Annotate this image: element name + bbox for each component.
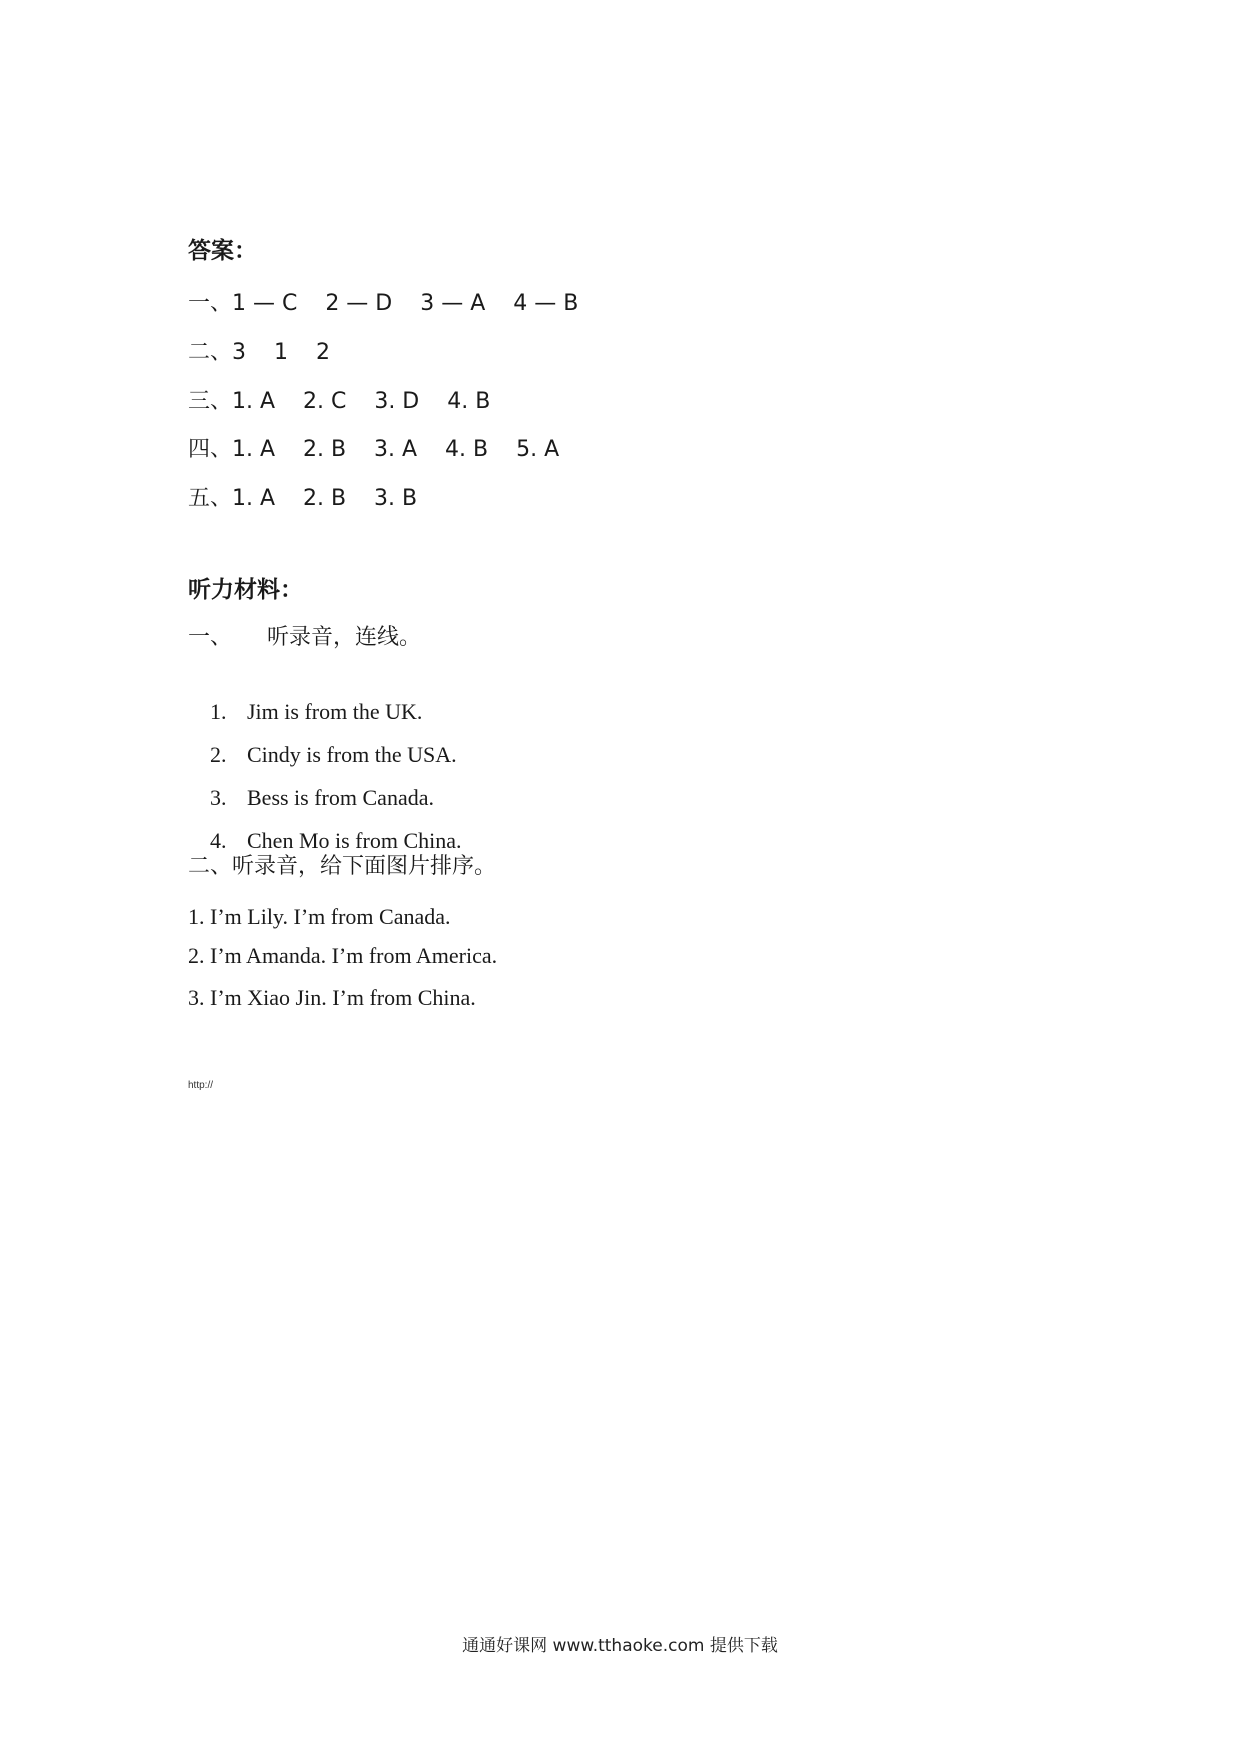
listening-heading: 听力材料： (188, 577, 303, 603)
answer-line-4: 四、1. A 2. B 3. A 4. B 5. A (188, 437, 560, 462)
small-url-text: http:// (188, 1080, 214, 1091)
list-item-index: 4. (210, 828, 227, 853)
list-item-index: 3. (210, 785, 227, 810)
list-item-text: Chen Mo is from China. (247, 828, 462, 853)
list-item-index: 1. (210, 699, 227, 724)
answer-line-2: 二、3 1 2 (188, 340, 330, 365)
list-item-index: 2. (210, 742, 227, 767)
list-item: 3. I’m Xiao Jin. I’m from China. (188, 985, 476, 1010)
answer-line-3: 三、1. A 2. C 3. D 4. B (188, 389, 491, 414)
section2-title: 二、听录音，给下面图片排序。 (188, 854, 497, 879)
list-item: 2. I’m Amanda. I’m from America. (188, 943, 498, 968)
list-item-text: Jim is from the UK. (247, 699, 423, 724)
footer-text: 通通好课网 www.tthaoke.com 提供下载 (462, 1636, 778, 1656)
list-item-text: Cindy is from the USA. (247, 742, 457, 767)
section1-title: 一、 听录音，连线。 (188, 625, 421, 650)
answers-heading: 答案： (188, 238, 257, 264)
answer-line-1: 一、1 — C 2 — D 3 — A 4 — B (188, 291, 579, 316)
answer-line-5: 五、1. A 2. B 3. B (188, 486, 418, 511)
list-item-text: Bess is from Canada. (247, 785, 434, 810)
list-item: 1. I’m Lily. I’m from Canada. (188, 904, 451, 929)
